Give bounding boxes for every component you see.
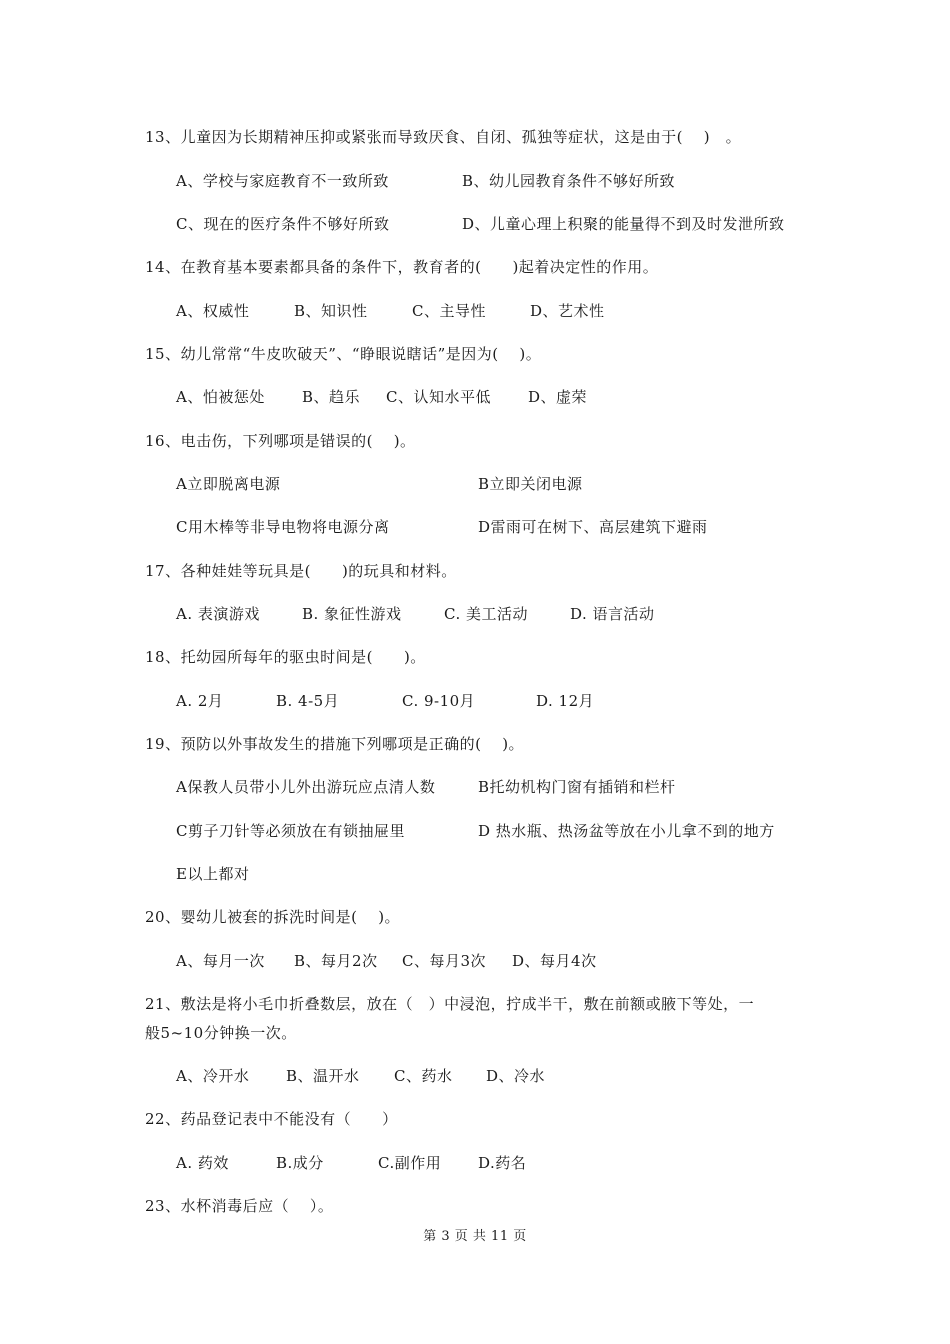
question-15-option-b: B、趋乐 xyxy=(302,388,361,406)
question-19-stem: 19、预防以外事故发生的措施下列哪项是正确的( )。 xyxy=(145,735,525,753)
question-20-stem: 20、婴幼儿被套的拆洗时间是( )。 xyxy=(145,908,401,926)
question-13-option-a: A、学校与家庭教育不一致所致 xyxy=(176,172,389,190)
question-15-option-a: A、怕被惩处 xyxy=(176,388,265,406)
question-22-option-b: B.成分 xyxy=(276,1154,324,1172)
question-19-option-a: A保教人员带小儿外出游玩应点清人数 xyxy=(176,778,436,796)
page-footer: 第 3 页 共 11 页 xyxy=(423,1229,527,1244)
question-13-option-b: B、幼儿园教育条件不够好所致 xyxy=(462,172,676,190)
question-15-option-d: D、虚荣 xyxy=(528,388,588,406)
question-18-stem: 18、托幼园所每年的驱虫时间是( )。 xyxy=(145,648,426,666)
question-21-option-b: B、温开水 xyxy=(286,1067,360,1085)
question-21-stem: 21、敷法是将小毛巾折叠数层，放在（ ）中浸泡，拧成半干，敷在前额或腋下等处，一 xyxy=(145,995,755,1013)
question-19-option-b: B托幼机构门窗有插销和栏杆 xyxy=(478,778,676,796)
question-22-option-d: D.药名 xyxy=(478,1154,527,1172)
question-21-stem-continued: 般5~10分钟换一次。 xyxy=(145,1024,297,1042)
question-14-option-b: B、知识性 xyxy=(294,302,368,320)
question-21-option-c: C、药水 xyxy=(394,1067,453,1085)
question-21-option-d: D、冷水 xyxy=(486,1067,546,1085)
question-14-stem: 14、在教育基本要素都具备的条件下，教育者的( )起着决定性的作用。 xyxy=(145,258,659,276)
question-18-option-c: C. 9-10月 xyxy=(402,692,476,710)
question-16-option-c: C用木棒等非导电物将电源分离 xyxy=(176,518,390,536)
question-15-stem: 15、幼儿常常“牛皮吹破天”、“睁眼说瞎话”是因为( )。 xyxy=(145,345,542,363)
question-17-stem: 17、各种娃娃等玩具是( )的玩具和材料。 xyxy=(145,562,457,580)
question-15-option-c: C、认知水平低 xyxy=(386,388,491,406)
question-20-option-c: C、每月3次 xyxy=(402,952,487,970)
question-17-option-b: B. 象征性游戏 xyxy=(302,605,402,623)
question-14-option-d: D、艺术性 xyxy=(530,302,605,320)
question-18-option-b: B. 4-5月 xyxy=(276,692,340,710)
question-19-option-c: C剪子刀针等必须放在有锁抽屉里 xyxy=(176,822,405,840)
question-20-option-d: D、每月4次 xyxy=(512,952,597,970)
question-19-option-e: E以上都对 xyxy=(176,865,250,883)
question-17-option-c: C. 美工活动 xyxy=(444,605,528,623)
question-22-option-c: C.副作用 xyxy=(378,1154,442,1172)
question-23-stem: 23、水杯消毒后应（ ）。 xyxy=(145,1197,334,1215)
question-20-option-a: A、每月一次 xyxy=(176,952,265,970)
question-16-option-d: D雷雨可在树下、高层建筑下避雨 xyxy=(478,518,708,536)
question-13-option-d: D、儿童心理上积聚的能量得不到及时发泄所致 xyxy=(462,215,785,233)
question-14-option-c: C、主导性 xyxy=(412,302,486,320)
question-14-option-a: A、权威性 xyxy=(176,302,250,320)
question-16-stem: 16、电击伤，下列哪项是错误的( )。 xyxy=(145,432,416,450)
question-13-option-c: C、现在的医疗条件不够好所致 xyxy=(176,215,390,233)
question-17-option-d: D. 语言活动 xyxy=(570,605,655,623)
question-19-option-d: D 热水瓶、热汤盆等放在小儿拿不到的地方 xyxy=(478,822,775,840)
question-22-stem: 22、药品登记表中不能没有（ ） xyxy=(145,1110,398,1128)
question-22-option-a: A. 药效 xyxy=(176,1154,229,1172)
question-16-option-b: B立即关闭电源 xyxy=(478,475,583,493)
question-17-option-a: A. 表演游戏 xyxy=(176,605,260,623)
question-16-option-a: A立即脱离电源 xyxy=(176,475,281,493)
question-18-option-a: A. 2月 xyxy=(176,692,224,710)
question-13-stem: 13、儿童因为长期精神压抑或紧张而导致厌食、自闭、孤独等症状，这是由于( ) 。 xyxy=(145,128,742,146)
question-20-option-b: B、每月2次 xyxy=(294,952,378,970)
question-18-option-d: D. 12月 xyxy=(536,692,595,710)
question-21-option-a: A、冷开水 xyxy=(176,1067,250,1085)
